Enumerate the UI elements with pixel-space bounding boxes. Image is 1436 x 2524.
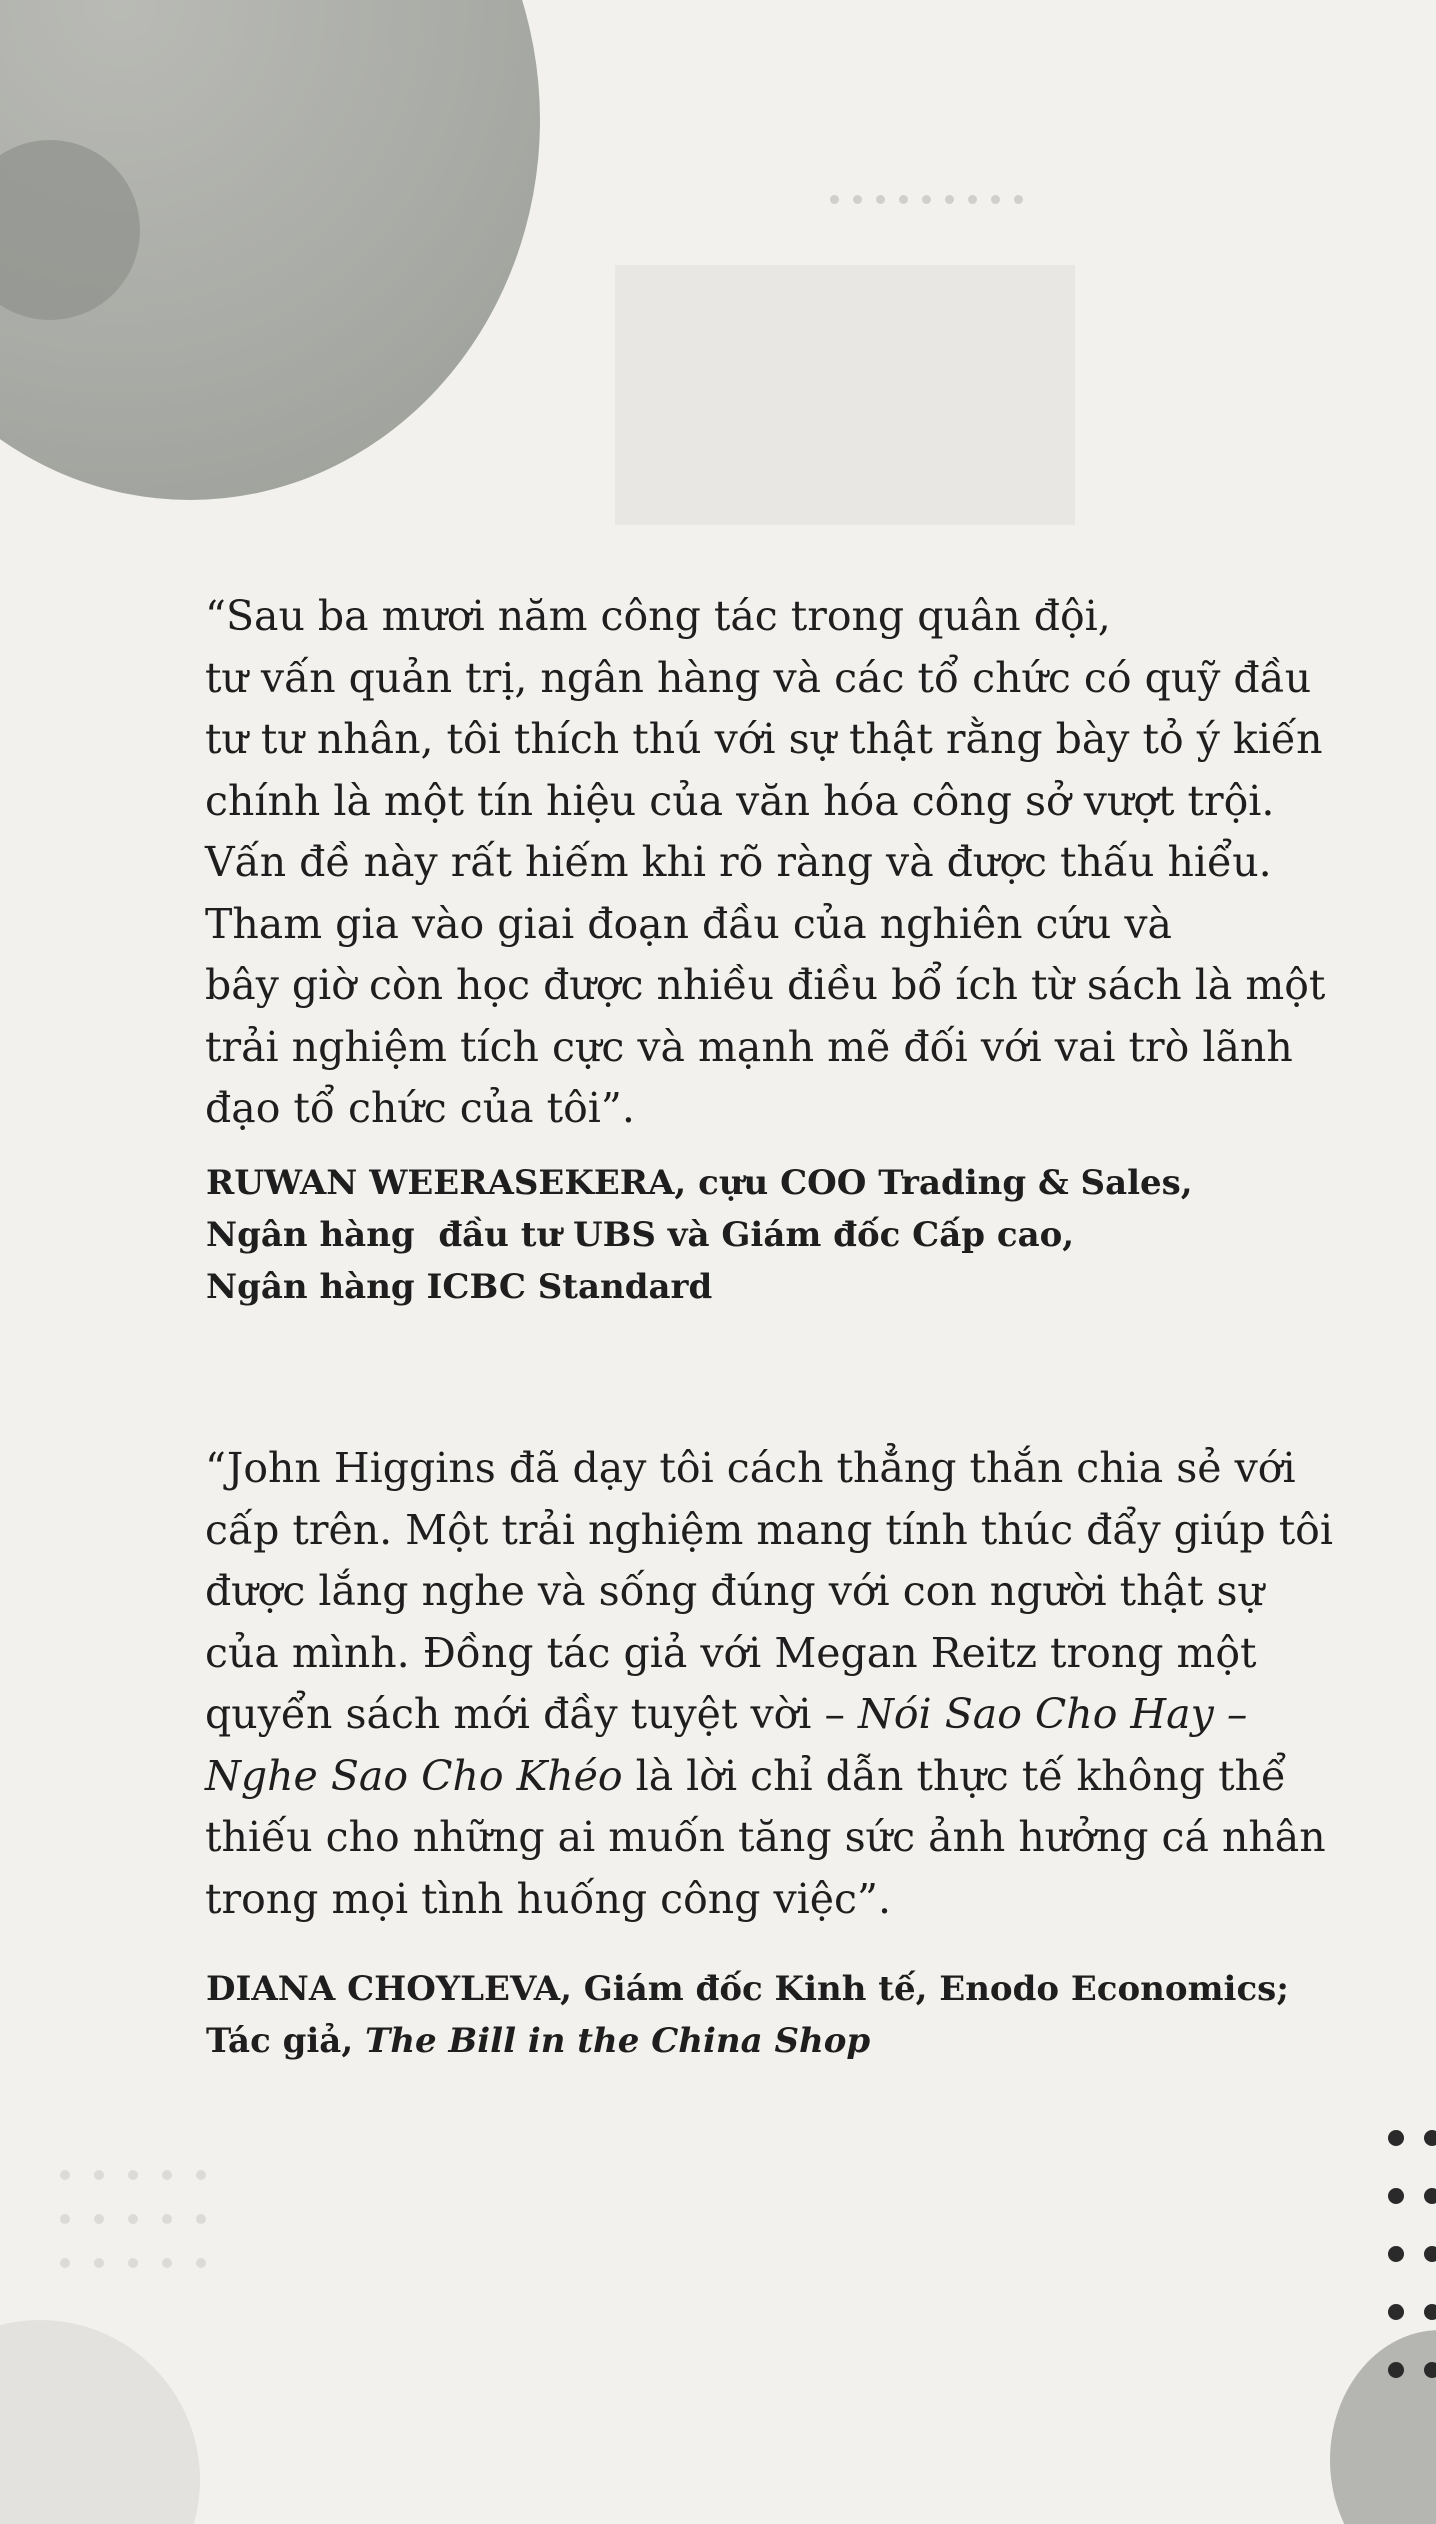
decorative-dots-right [1388,2130,1436,2378]
testimonial-attribution-1 [206,1157,1386,1313]
decorative-circle-top-left [0,0,540,500]
bleed-through-box [615,265,1075,525]
attribution-1-line-2: Ngân hàng đầu tư UBS và Giám đốc Cấp cao, [206,1215,1075,1255]
attribution-1-line-3: Ngân hàng ICBC Standard [206,1267,713,1307]
quote-2-part-2: là lời chỉ dẫn thực tế không thể thiếu cho những ai muốn tăng sức ảnh hưởng cá nhân trong mọi tình huống công việc”. [205,1751,1326,1923]
quote-2-book-title: Nói Sao Cho Hay – Nghe Sao Cho Khéo [205,1690,1248,1800]
decorative-circle-bottom-left [0,2320,200,2524]
attribution-2-line-1: DIANA CHOYLEVA, Giám đốc Kinh tế, Enodo Economics; [206,1969,1289,2009]
attribution-2-book-title: The Bill in the China Shop [365,2021,871,2061]
testimonial-quote-2 [205,1438,1365,1930]
testimonial-attribution-2 [206,1963,1386,2067]
decorative-circle-inner [0,140,140,320]
attribution-2-line-2 [206,2015,1386,2067]
quote-2-part-1: “John Higgins đã dạy tôi cách thẳng thắn chia sẻ với cấp trên. Một trải nghiệm mang tính thúc đẩy giúp tôi được lắng nghe và sống đúng với con người thật sự của mình. Đồng tác giả với Megan Reitz trong một quyển sách mới đầy tuyệt vời – [205,1444,1333,1738]
attribution-1-line-1: RUWAN WEERASEKERA, cựu COO Trading & Sales, [206,1163,1193,1203]
decorative-dots-left [60,2170,230,2268]
testimonial-quote-1: “Sau ba mươi năm công tác trong quân đội, tư vấn quản trị, ngân hàng và các tổ chức có quỹ đầu tư tư nhân, tôi thích thú với sự thật rằng bày tỏ ý kiến chính là một tín hiệu của văn hóa công sở vượt trội. Vấn đề này rất hiếm khi rõ ràng và được thấu hiểu. Tham gia vào giai đoạn đầu của nghiên cứu và bây giờ còn học được nhiều điều bổ ích từ sách là một trải nghiệm tích cực và mạnh mẽ đối với vai trò lãnh đạo tổ chức của tôi”. [205,592,1326,1132]
attribution-2-prefix: Tác giả, [206,2021,366,2061]
bleed-through-dots [830,195,1023,204]
